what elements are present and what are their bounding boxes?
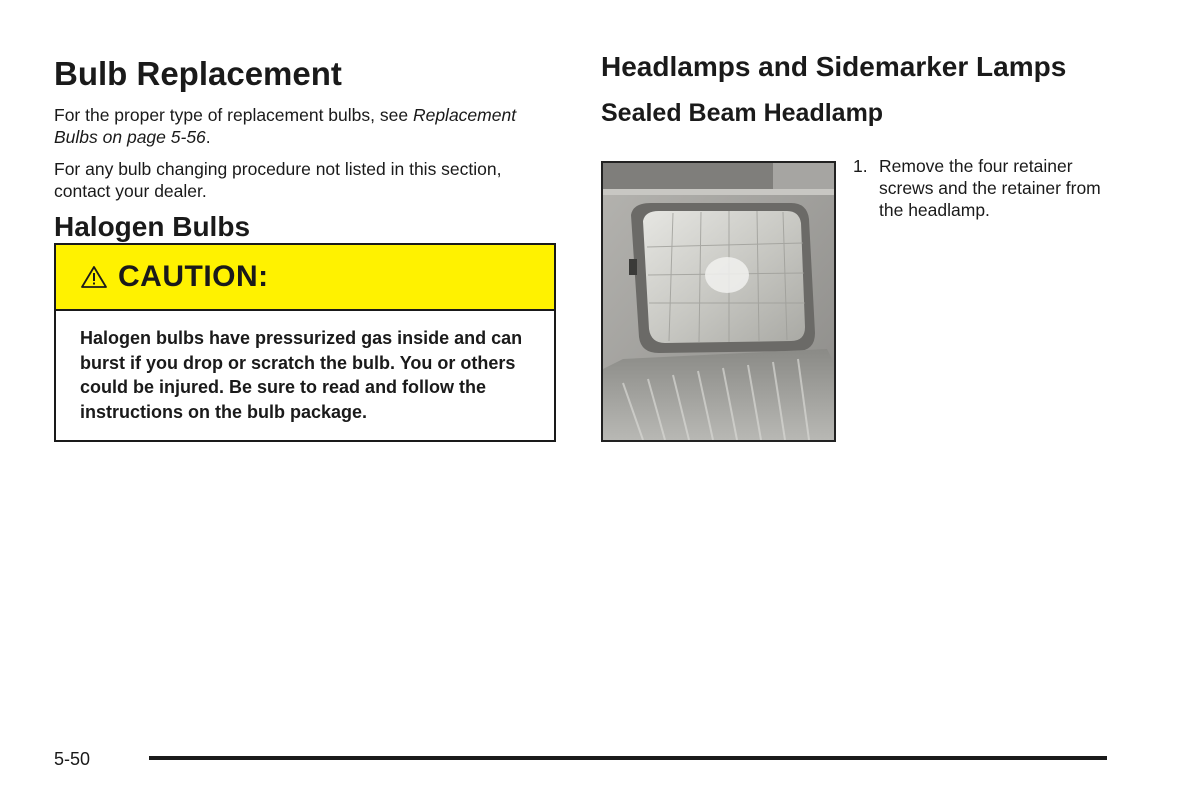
sealed-beam-heading: Sealed Beam Headlamp [601, 98, 884, 127]
replacement-bulbs-paragraph [54, 104, 560, 148]
step-text: Remove the four retainer screws and the retainer from the headlamp. [879, 156, 1101, 220]
step-list [853, 155, 1113, 221]
paragraph-text: For the proper type of replacement bulbs, see [54, 105, 413, 126]
left-column [54, 52, 560, 442]
page-number: 5-50 [54, 749, 91, 769]
headlamp-photo [601, 161, 836, 442]
paragraph-suffix: . [205, 127, 211, 148]
headlamps-heading: Headlamps and Sidemarker Lamps [601, 51, 1067, 82]
dealer-paragraph: For any bulb changing procedure not listed in this section, contact your dealer. [54, 159, 502, 202]
step-number: 1. [853, 156, 868, 176]
right-column [601, 51, 1141, 220]
caution-header [56, 245, 554, 311]
page-reference: Replacement Bulbs on page 5-56 [54, 105, 517, 148]
footer-rule [149, 756, 1107, 760]
caution-box [54, 243, 556, 442]
caution-title: CAUTION: [118, 260, 269, 294]
page-title: Bulb Replacement [54, 55, 342, 92]
caution-text: Halogen bulbs have pressurized gas inside and can burst if you drop or scratch the bulb. You or others could be injured. Be sure to read and follow the instructions on the bulb package. [80, 328, 523, 422]
list-item [853, 155, 1113, 221]
halogen-bulbs-heading: Halogen Bulbs [54, 211, 251, 243]
headlamp-illustration [603, 163, 834, 440]
warning-triangle-icon [80, 265, 108, 289]
